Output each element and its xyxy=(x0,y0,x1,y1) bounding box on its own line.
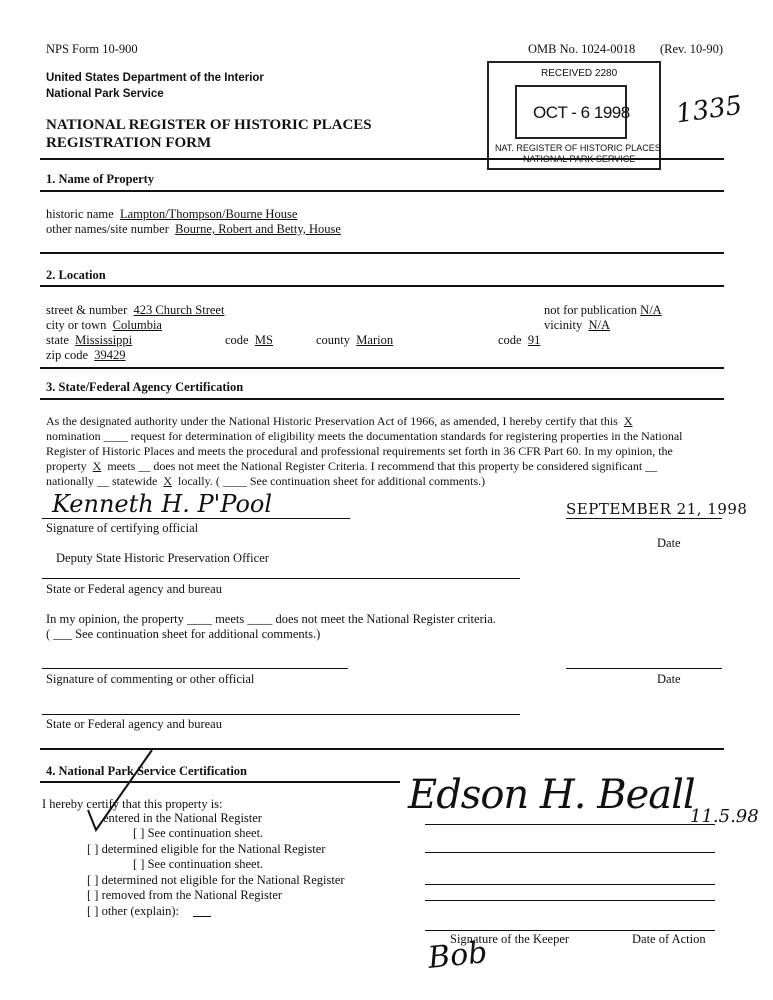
form-subtitle: REGISTRATION FORM xyxy=(46,135,212,151)
omb-number: OMB No. 1024-0018 xyxy=(528,42,636,56)
zip-label: zip code xyxy=(46,348,88,362)
handwritten-number: 1335 xyxy=(674,90,744,130)
keeper-line xyxy=(425,900,715,901)
keeper-signature: Edson H. Beall xyxy=(408,772,695,818)
signature-line xyxy=(42,518,350,519)
option-entered: entered in the National Register xyxy=(103,811,262,825)
certification-date: SEPTEMBER 21, 1998 xyxy=(566,500,748,518)
signature-line xyxy=(42,668,348,669)
stamp-line-1: NAT. REGISTER OF HISTORIC PLACES xyxy=(495,143,661,153)
historic-name-value: Lampton/Thompson/Bourne House xyxy=(119,207,298,221)
certifying-signature: Kenneth H. P'Pool xyxy=(52,490,273,518)
divider xyxy=(40,367,724,369)
action-date-label: Date of Action xyxy=(632,932,706,946)
nfp-label: not for publication xyxy=(544,303,638,317)
bureau-label: State or Federal agency and bureau xyxy=(46,582,222,596)
received-stamp xyxy=(487,61,661,170)
keeper-label: Signature of the Keeper xyxy=(450,932,570,946)
opinion-line-2: ( ___ See continuation sheet for additional comments.) xyxy=(46,627,321,641)
stamp-line-2: NATIONAL PARK SERVICE xyxy=(523,154,636,164)
locally-mark: X xyxy=(163,474,172,488)
date-label: Date xyxy=(657,536,681,550)
vicinity-label: vicinity xyxy=(544,318,583,332)
form-number: NPS Form 10-900 xyxy=(46,42,138,56)
other-names-value: Bourne, Robert and Betty, House xyxy=(175,222,341,236)
department-name: United States Department of the Interior xyxy=(46,72,264,84)
date-line xyxy=(566,668,722,669)
meets-mark: X xyxy=(92,459,102,473)
stamp-date: OCT - 6 1998 xyxy=(533,103,630,122)
county-label: county xyxy=(316,333,351,347)
state-code-label: code xyxy=(225,333,249,347)
section-3-title: 3. State/Federal Agency Certification xyxy=(46,380,244,394)
state-label: state xyxy=(46,333,69,347)
bureau-2-label: State or Federal agency and bureau xyxy=(46,717,222,731)
divider xyxy=(40,252,724,254)
section-1-title: 1. Name of Property xyxy=(46,172,155,186)
section-4-title: 4. National Park Service Certification xyxy=(46,764,247,778)
certification-line-5a: nationally __ statewide xyxy=(46,474,158,488)
divider xyxy=(40,398,724,400)
county-code-label: code xyxy=(498,333,522,347)
date-line xyxy=(566,518,722,519)
section-2-title: 2. Location xyxy=(46,268,106,282)
state-code-value: MS xyxy=(254,333,273,347)
nomination-mark: X xyxy=(623,414,633,428)
option-eligible: [ ] determined eligible for the National Register xyxy=(87,842,326,856)
form-title: NATIONAL REGISTER OF HISTORIC PLACES xyxy=(46,117,372,133)
city-label: city or town xyxy=(46,318,107,332)
street-label: street & number xyxy=(46,303,128,317)
keeper-intro: I hereby certify that this property is: xyxy=(42,797,223,811)
certification-line-4a: property xyxy=(46,459,87,473)
bureau-line xyxy=(42,714,520,715)
certification-line-3: Register of Historic Places and meets the procedural and professional requirements set forth in 36 CFR Part 60. In my opinion, the xyxy=(46,444,673,458)
nfp-value: N/A xyxy=(640,303,662,317)
divider xyxy=(40,285,724,287)
official-title: Deputy State Historic Preservation Officer xyxy=(56,551,269,565)
option-not-eligible: [ ] determined not eligible for the National Register xyxy=(87,873,345,887)
signature-2-label: Signature of commenting or other official xyxy=(46,672,255,686)
option-other: [ ] other (explain): xyxy=(87,904,179,918)
opinion-line-1: In my opinion, the property ____ meets ____ does not meet the National Register criteria. xyxy=(46,612,496,626)
keeper-line xyxy=(425,930,715,931)
certification-line-2: nomination ____ request for determination of eligibility meets the documentation standards for registering properties in the National xyxy=(46,429,683,443)
divider xyxy=(40,158,724,160)
stamp-received: RECEIVED 2280 xyxy=(541,68,618,79)
city-value: Columbia xyxy=(112,318,162,332)
option-entered-sub: [ ] See continuation sheet. xyxy=(133,826,264,840)
street-value: 423 Church Street xyxy=(133,303,225,317)
keeper-line xyxy=(425,824,715,825)
divider xyxy=(40,190,724,192)
certification-line-1: As the designated authority under the National Historic Preservation Act of 1966, as amended, I hereby certify that this xyxy=(46,414,618,428)
keeper-line xyxy=(425,852,715,853)
action-date: 11.5.98 xyxy=(690,806,759,827)
option-eligible-sub: [ ] See continuation sheet. xyxy=(133,857,264,871)
agency-name: National Park Service xyxy=(46,88,164,100)
vicinity-value: N/A xyxy=(588,318,610,332)
state-value: Mississippi xyxy=(75,333,133,347)
other-names-label: other names/site number xyxy=(46,222,169,236)
other-blank xyxy=(193,916,211,917)
date-2-label: Date xyxy=(657,672,681,686)
signature-label: Signature of certifying official xyxy=(46,521,199,535)
option-removed: [ ] removed from the National Register xyxy=(87,888,283,902)
zip-value: 39429 xyxy=(94,348,126,362)
revision: (Rev. 10-90) xyxy=(660,42,724,56)
historic-name-label: historic name xyxy=(46,207,114,221)
initials: Bob xyxy=(426,934,489,977)
keeper-line xyxy=(425,884,715,885)
county-code-value: 91 xyxy=(527,333,541,347)
certification-line-5b: locally. ( ____ See continuation sheet for additional comments.) xyxy=(177,474,486,488)
stamp-date-box xyxy=(515,85,630,139)
bureau-line xyxy=(42,578,520,579)
certification-line-4b: meets __ does not meet the National Register Criteria. I recommend that this property be considered significant __ xyxy=(107,459,658,473)
county-value: Marion xyxy=(356,333,394,347)
